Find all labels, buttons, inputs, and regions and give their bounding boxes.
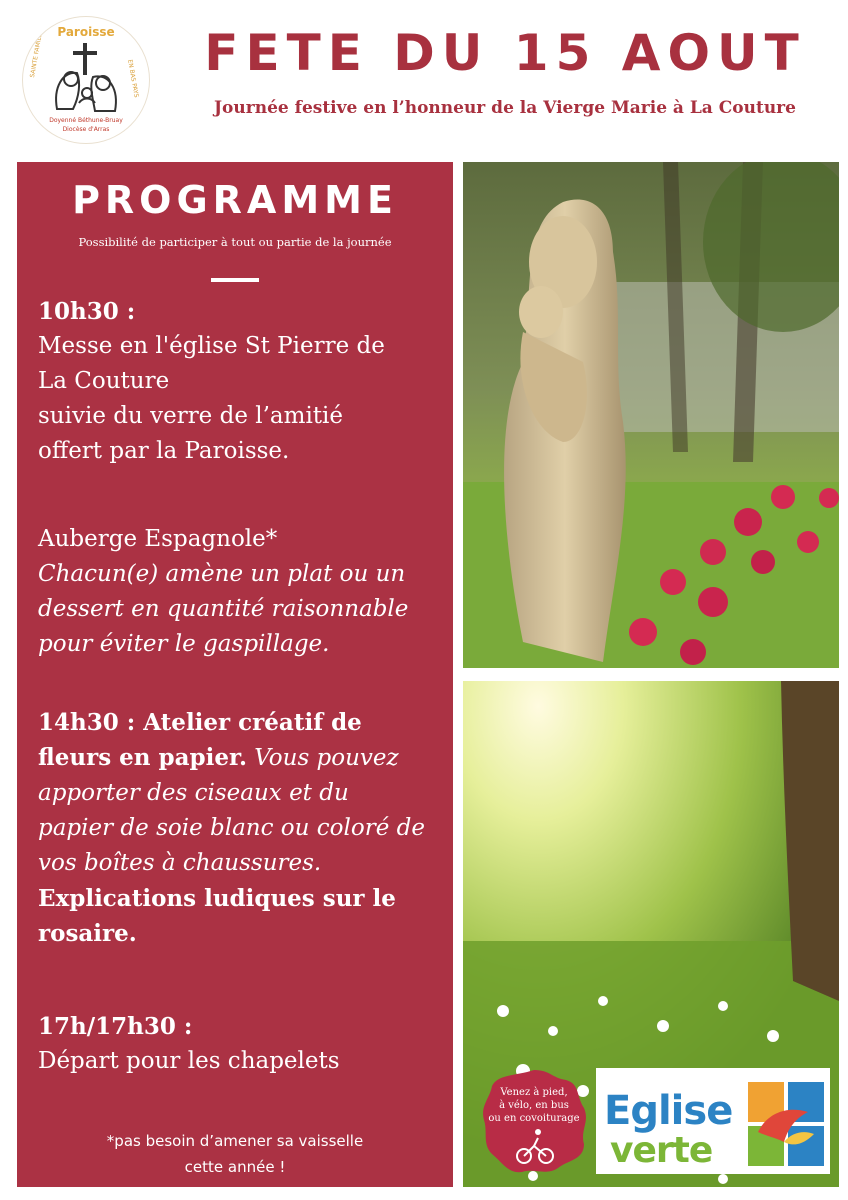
footnote-line: cette année !	[184, 1158, 286, 1176]
badge-text	[480, 1086, 588, 1125]
schedule-line: apporter des ciseaux et du	[38, 780, 349, 806]
schedule-title: Auberge Espagnole*	[38, 526, 278, 552]
logo-right-arc: EN BAS PAYS	[126, 59, 140, 99]
schedule-line: offert par la Paroisse.	[38, 438, 290, 464]
parish-logo	[22, 16, 150, 144]
schedule-line: pour éviter le gaspillage.	[38, 631, 330, 657]
schedule-line: Chacun(e) amène un plat ou un	[38, 561, 406, 587]
programme-panel	[17, 162, 453, 1187]
footnote-line: *pas besoin d’amener sa vaisselle	[106, 1132, 364, 1150]
logo-top-text: Paroisse	[57, 25, 115, 39]
logo-left-arc: SAINTE FAMILLE	[29, 29, 45, 79]
eglise-verte-logo	[596, 1068, 830, 1174]
verte-word: verte	[610, 1130, 713, 1171]
schedule-line: papier de soie blanc ou coloré de	[38, 815, 425, 841]
schedule-line: rosaire.	[38, 920, 137, 947]
eglise-word: Eglise	[604, 1088, 733, 1134]
schedule-line: dessert en quantité raisonnable	[38, 596, 409, 622]
schedule-time: 17h/17h30 :	[38, 1013, 193, 1040]
schedule-line: 14h30 : Atelier créatif de	[38, 709, 362, 736]
schedule-line: Messe en l'église St Pierre de	[38, 333, 385, 359]
schedule-line-mixed	[38, 740, 448, 776]
page-title: FETE DU 15 AOUT	[204, 24, 806, 82]
badge-line: à vélo, en bus	[499, 1100, 569, 1111]
schedule-line: La Couture	[38, 368, 170, 394]
divider	[211, 278, 259, 282]
programme-title: PROGRAMME	[72, 178, 398, 222]
schedule-block-chapelets	[38, 1009, 448, 1079]
transport-badge	[480, 1068, 588, 1174]
footnote	[17, 1128, 453, 1180]
logo-line1: Doyenné Béthune-Bruay	[49, 117, 123, 124]
schedule-italic-text: Vous pouvez	[246, 745, 399, 771]
statue-image-icon	[463, 162, 839, 668]
virgin-statue-photo	[463, 162, 839, 668]
badge-line: Venez à pied,	[500, 1087, 568, 1098]
logo-line2: Diocèse d'Arras	[62, 126, 110, 133]
schedule-time: 10h30 :	[38, 298, 136, 325]
bird-cross-icon	[748, 1072, 828, 1172]
schedule-block-auberge	[38, 522, 448, 662]
schedule-line: Explications ludiques sur le	[38, 885, 396, 912]
page-subtitle: Journée festive en l’honneur de la Vierge Marie à La Couture	[214, 98, 796, 118]
schedule-block-atelier	[38, 705, 448, 951]
badge-line: ou en covoiturage	[488, 1113, 580, 1124]
schedule-block-mass	[38, 294, 448, 469]
schedule-line: vos boîtes à chaussures.	[38, 850, 322, 876]
schedule-line: suivie du verre de l’amitié	[38, 403, 344, 429]
schedule-line: Départ pour les chapelets	[38, 1048, 340, 1074]
programme-subtitle: Possibilité de participer à tout ou partie de la journée	[78, 235, 392, 249]
schedule-bold-text: fleurs en papier.	[38, 744, 247, 771]
